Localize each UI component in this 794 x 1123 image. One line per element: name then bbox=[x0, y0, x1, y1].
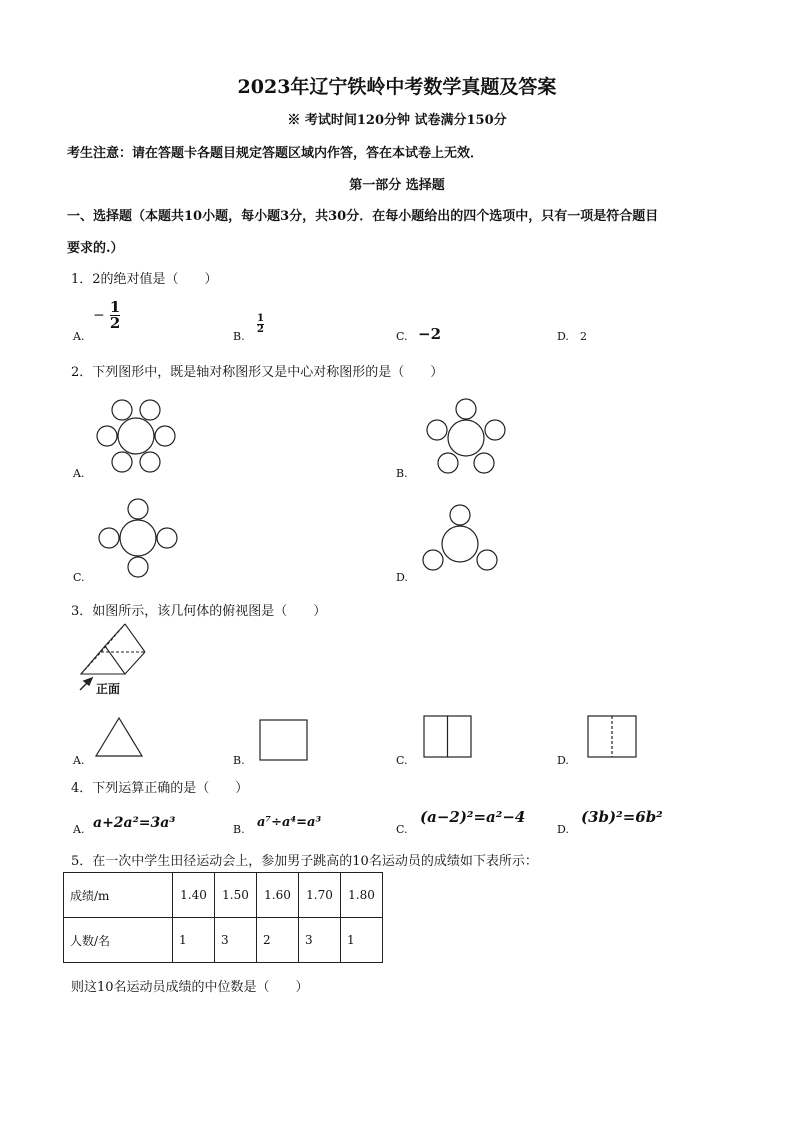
q4-option-c-expression: (a−2)²=a²−4 bbox=[420, 808, 526, 826]
q1-option-d-value: 2 bbox=[580, 330, 587, 343]
q3-option-d-dashed-rectangle bbox=[587, 715, 639, 759]
q1-a-numerator: 1 bbox=[109, 298, 121, 316]
q4-option-a-label: A. bbox=[73, 823, 85, 836]
q1-option-c-label: C. bbox=[396, 330, 408, 343]
score-table bbox=[63, 872, 383, 963]
question-1-stem: 1．2的绝对值是（ ） bbox=[71, 272, 218, 287]
score-cell: 1.50 bbox=[215, 873, 257, 918]
score-cell: 1.60 bbox=[257, 873, 299, 918]
q2-figure-c bbox=[98, 498, 178, 578]
count-cell: 3 bbox=[299, 918, 341, 963]
count-header: 人数/名 bbox=[64, 918, 173, 963]
count-cell: 1 bbox=[341, 918, 383, 963]
q2-option-b-label: B. bbox=[396, 467, 408, 480]
q1-option-d-label: D. bbox=[557, 330, 569, 343]
question-4-stem: 4．下列运算正确的是（ ） bbox=[71, 781, 249, 796]
score-cell: 1.40 bbox=[173, 873, 215, 918]
q1-b-numerator: 1 bbox=[257, 313, 264, 324]
section-instructions-line1: 一、选择题（本题共10小题，每小题3分，共30分．在每小题给出的四个选项中，只有一项是符合题目 bbox=[67, 209, 659, 224]
q4-option-c-label: C. bbox=[396, 823, 408, 836]
score-cell: 1.70 bbox=[299, 873, 341, 918]
count-table-row bbox=[64, 918, 383, 963]
q1-option-b-value bbox=[257, 314, 264, 335]
count-cell: 1 bbox=[173, 918, 215, 963]
q3-option-d-label: D. bbox=[557, 754, 569, 767]
q1-option-a-value: − $\frac{1}{2}$ bbox=[93, 298, 121, 332]
q4-option-b-expression: a⁷÷a⁴=a³ bbox=[257, 815, 322, 830]
q3-option-b-label: B. bbox=[233, 754, 245, 767]
question-2-stem: 2．下列图形中，既是轴对称图形又是中心对称图形的是（ ） bbox=[71, 365, 444, 380]
q2-figure-d bbox=[420, 504, 500, 576]
q4-option-d-label: D. bbox=[557, 823, 569, 836]
candidate-notice: 考生注意：请在答题卡各题目规定答题区域内作答，答在本试卷上无效． bbox=[67, 146, 484, 161]
question-3-stem: 3．如图所示，该几何体的俯视图是（ ） bbox=[71, 604, 327, 619]
question-5-stem: 5．在一次中学生田径运动会上，参加男子跳高的10名运动员的成绩如下表所示： bbox=[71, 854, 538, 869]
section-instructions-line2: 要求的.） bbox=[67, 241, 124, 256]
page-title: 2023年辽宁铁岭中考数学真题及答案 bbox=[237, 76, 557, 98]
q4-option-a-expression: a+2a²=3a³ bbox=[93, 815, 176, 831]
q3-option-a-label: A. bbox=[73, 754, 85, 767]
q1-b-denominator: 2 bbox=[257, 324, 264, 335]
q2-figure-b bbox=[424, 398, 510, 476]
q1-a-denominator: 2 bbox=[109, 314, 121, 332]
q2-option-a-label: A. bbox=[73, 467, 85, 480]
q1-option-c-value: −2 bbox=[418, 325, 442, 343]
q4-option-d-expression: (3b)²=6b² bbox=[581, 808, 663, 826]
q3-option-c-split-rectangle bbox=[423, 715, 473, 759]
score-table-row bbox=[64, 873, 383, 918]
q4-option-b-label: B. bbox=[233, 823, 245, 836]
score-cell: 1.80 bbox=[341, 873, 383, 918]
q3-option-b-rectangle bbox=[259, 719, 309, 761]
exam-subtitle: ※ 考试时间120分钟 试卷满分150分 bbox=[287, 113, 507, 128]
part-heading: 第一部分 选择题 bbox=[349, 178, 445, 193]
question-5-prompt: 则这10名运动员成绩的中位数是（ ） bbox=[71, 980, 309, 995]
q2-option-d-label: D. bbox=[396, 571, 408, 584]
count-cell: 2 bbox=[257, 918, 299, 963]
q2-figure-a bbox=[94, 398, 180, 474]
q3-option-c-label: C. bbox=[396, 754, 408, 767]
q1-option-a-label: A. bbox=[73, 330, 85, 343]
q3-front-label: 正面 bbox=[96, 682, 121, 696]
q1-option-b-label: B. bbox=[233, 330, 245, 343]
q3-option-a-triangle bbox=[94, 716, 144, 758]
count-cell: 3 bbox=[215, 918, 257, 963]
score-header: 成绩/m bbox=[64, 873, 173, 918]
q2-option-c-label: C. bbox=[73, 571, 85, 584]
